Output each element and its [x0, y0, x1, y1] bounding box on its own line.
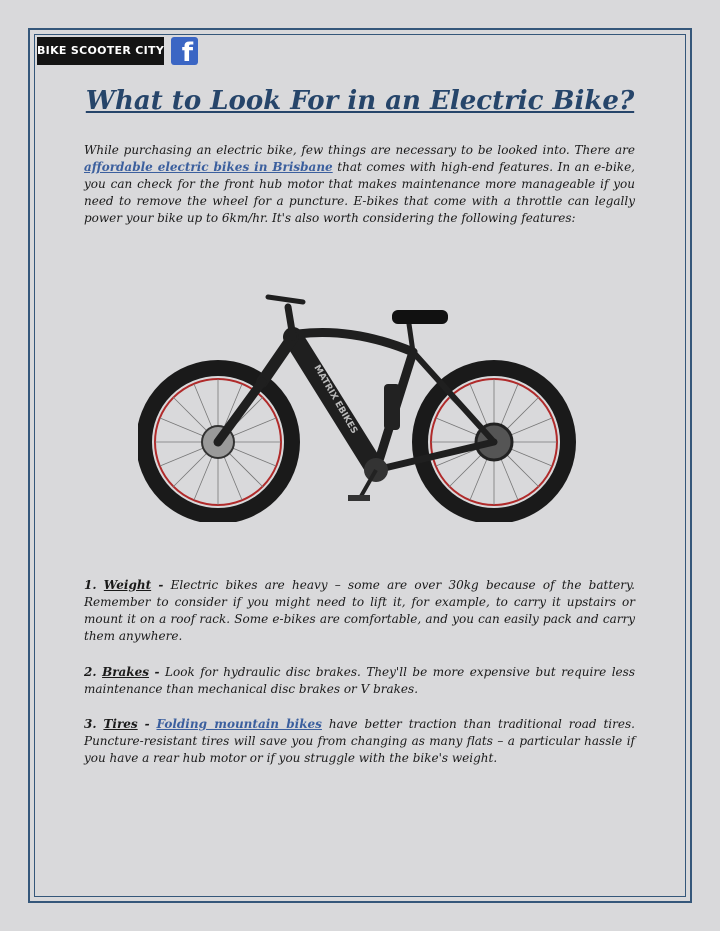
feature-text-tires: have better traction than traditional road tires. Puncture-resistant tires will save you from changing as many flats – a particular hassle if you have a rear hub motor or if you struggle with the bike's weight. [84, 717, 635, 765]
electric-bike-image [138, 272, 582, 522]
intro-text-before: While purchasing an electric bike, few things are necessary to be looked into. There are [84, 143, 635, 157]
feature-number: 2. [84, 665, 97, 679]
frame-brand-text: MATRIX EBIKES [311, 363, 359, 436]
intro-text-after: that comes with high-end features. In an e-bike, you can check for the front hub motor that makes maintenance more manageable if you need to remove the wheel for a puncture. E-bikes that come with a throttle can legally power your bike up to 6km/hr. It's also worth considering the following features: [84, 160, 635, 225]
feature-number: 1. [84, 578, 97, 592]
feature-heading-brakes: Brakes [102, 665, 150, 679]
affordable-ebikes-link[interactable]: affordable electric bikes in Brisbane [84, 160, 333, 174]
intro-paragraph [84, 142, 635, 227]
bike-saddle [392, 310, 448, 324]
feature-weight [84, 577, 635, 645]
feature-separator: - [158, 578, 164, 592]
feature-separator: - [154, 665, 160, 679]
bike-scooter-city-logo[interactable]: BIKE SCOOTER CITY [37, 37, 164, 65]
feature-number: 3. [84, 717, 97, 731]
feature-heading-weight: Weight [103, 578, 152, 592]
facebook-glyph: f [181, 38, 193, 68]
feature-text-weight: Electric bikes are heavy – some are over 30kg because of the battery. Remember to consider if you might need to lift it, for example, to carry it upstairs or mount it on a roof rack. Some e-bikes are comfortable, and you can easily pack and carry them anywhere. [84, 578, 635, 643]
page-title: What to Look For in an Electric Bike? [85, 86, 635, 116]
facebook-icon[interactable] [171, 37, 198, 68]
feature-heading-tires: Tires [103, 717, 138, 731]
feature-brakes [84, 664, 635, 698]
folding-mountain-bikes-link[interactable]: Folding mountain bikes [156, 717, 322, 731]
pedal [348, 495, 370, 501]
bike-battery [384, 384, 400, 430]
feature-tires [84, 716, 635, 767]
feature-text-brakes: Look for hydraulic disc brakes. They'll be more expensive but require less maintenance than mechanical disc brakes or V brakes. [84, 665, 635, 696]
feature-separator: - [144, 717, 150, 731]
bike-illustration [138, 272, 582, 522]
